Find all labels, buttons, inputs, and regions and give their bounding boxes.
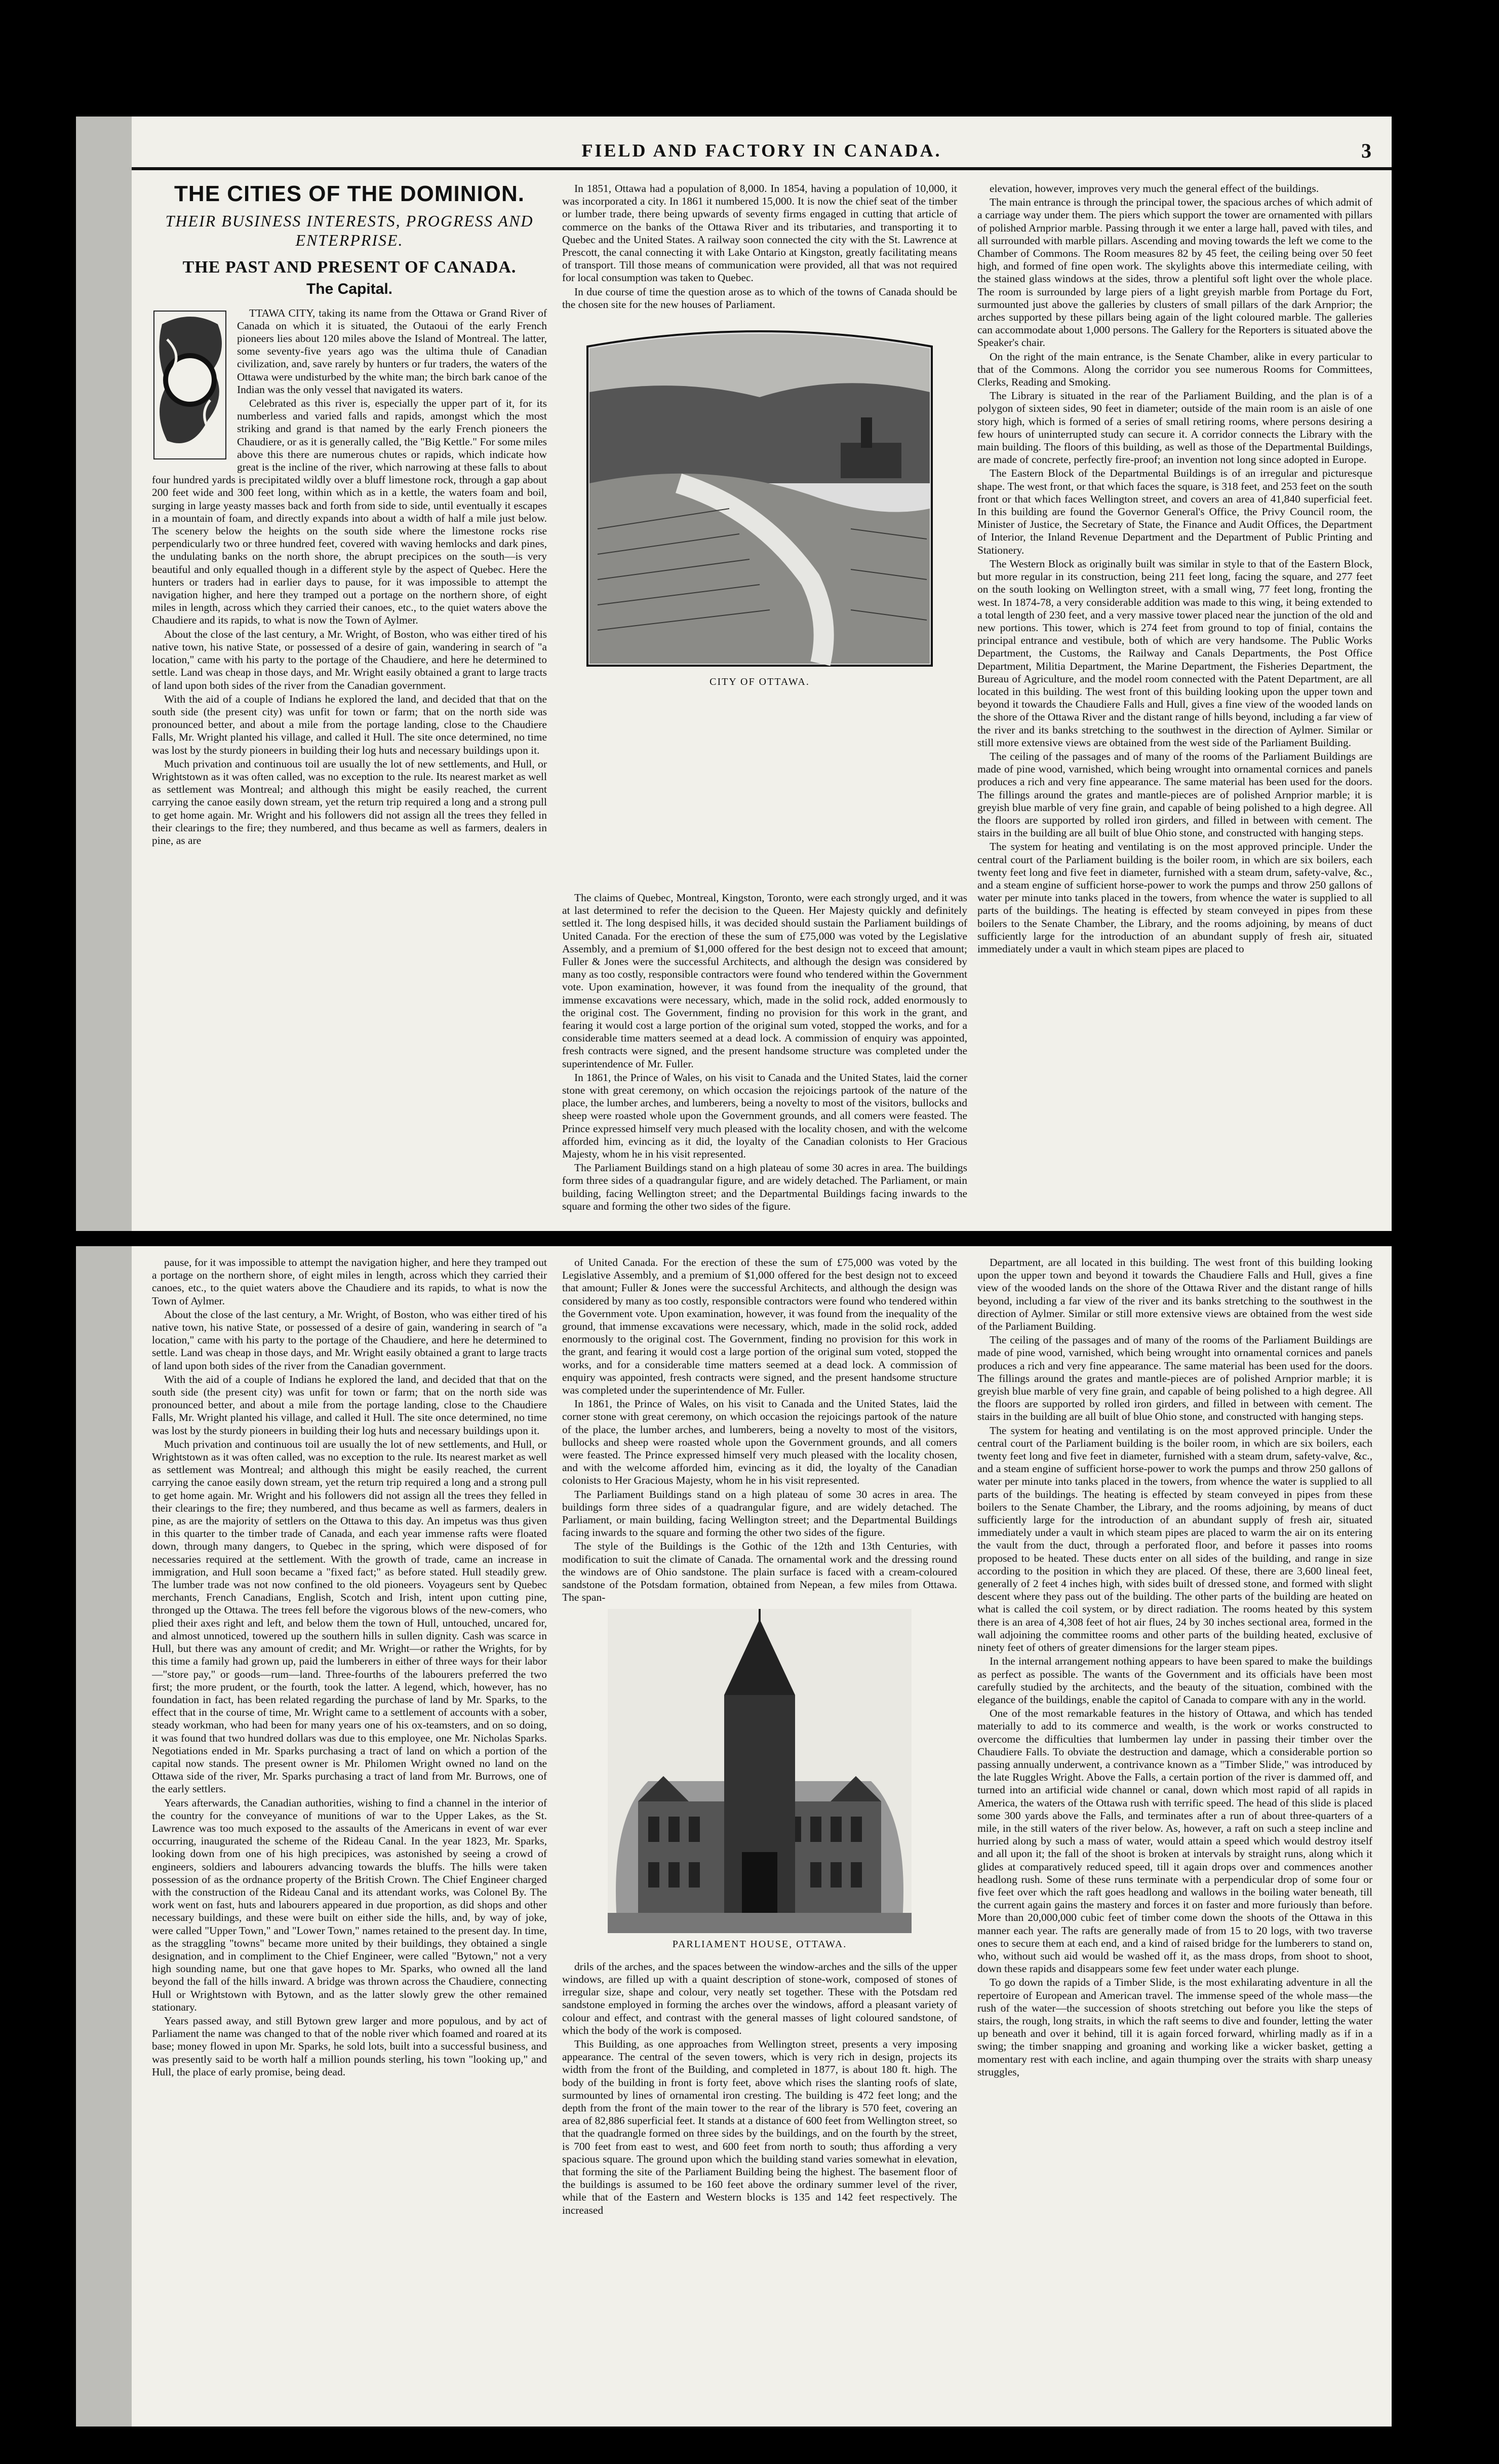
city-engraving bbox=[577, 316, 942, 671]
ornamental-drop-cap bbox=[152, 309, 228, 461]
paragraph: Much privation and continuous toil are usually the lot of new settlements, and Hull, or Wrightstown as it was often called, was no exception to the rule. Its nearest market as well as settlement was Montreal; and although this might be easily reached, the current carrying the canoe easily down stream, yet the return trip required a long and a strong pull to get home again. Mr. Wright and his followers did not assign all the trees they felled in their clearings to the fire; they numbered, and thus became as well as farmers, dealers in pine, as are bbox=[152, 757, 547, 846]
paragraph: In due course of time the question arose as to which of the towns of Canada should be the chosen site for the new houses of Parliament. bbox=[562, 285, 957, 311]
parliament-engraving bbox=[608, 1609, 912, 1933]
paragraph: The system for heating and ventilating is on the most approved principle. Under the central court of the Parliament building is the boiler room, in which are six boilers, each twenty feet long and five feet in diameter, furnished with a steam drum, safety-valve, &c., and a steam engine of sufficient horse-power to work the pumps and throw 250 gallons of water per minute into tanks placed in the towers, from whence the water is supplied to all parts of the buildings. The heating is effected by steam conveyed in pipes from these boilers to the Senate Chamber, the Library, and the rooms adjoining, by means of duct sufficiently large for the introduction of an abundant supply of fresh air, situated immediately under a vault in which steam pipes are placed to warm the air on its entering the vault from the duct, through a perforated floor, and before it passes into rooms proposed to be heated. These ducts enter on all sides of the building, and range in size according to the position in which they are placed. Of these, there are 3,600 lineal feet, generally of 2 feet 4 inches high, with sides built of dressed stone, and formed with slight descent where they pass out of the building. The other parts of the building are heated on what is called the coil system, or by direct radiation. The rooms heated by this system there is an area of 4,308 feet of hot air flues, 24 by 30 inches sectional area, formed in the wall adjoining the committee rooms and other parts of the building heated, exclusive of ninety feet of others of greater dimensions for the larger steam pipes. bbox=[977, 1424, 1372, 1654]
paragraph: The main entrance is through the principal tower, the spacious arches of which admit of a carriage way under them. The piers which support the tower are ornamented with pillars of polished Arnprior marble. Passing through it we enter a large hall, paved with tiles, and all surrounded with marble pillars. Ascending and moving towards the left we come to the Chamber of Commons. The Room measures 82 by 45 feet, the ceiling being over 50 feet high, and formed of fine open work. The skylights above this intermediate ceiling, with the stained glass windows at the sides, throw a plentiful soft light over the whole place. The room is surrounded by large piers of a light greyish marble from Portage du Fort, surmounted just above the galleries by clusters of small pillars of the dark Arnprior; the arches supported by these pillars being again of the light coloured marble. The galleries can accommodate about 1,000 persons. The Gallery for the Reporters is situated above the Speaker's chair. bbox=[977, 196, 1372, 349]
article-title: THE CITIES OF THE DOMINION. bbox=[174, 182, 525, 206]
paragraph: The system for heating and ventilating is on the most approved principle. Under the central court of the Parliament building is the boiler room, in which are six boilers, each twenty feet long and five feet in diameter, furnished with a steam drum, safety-valve, &c., and a steam engine of sufficient horse-power to work the pumps and throw 250 gallons of water per minute into tanks placed in the towers, from whence the water is supplied to all parts of the buildings. The heating is effected by steam conveyed in pipes from these boilers to the Senate Chamber, the Library, and the rooms adjoining, by means of duct sufficiently large for the introduction of an abundant supply of fresh air, situated immediately under a vault in which steam pipes are placed to bbox=[977, 840, 1372, 955]
paragraph: Years passed away, and still Bytown grew larger and more populous, and by act of Parliament the name was changed to that of the noble river which foamed and roared at its base; money flowed in upon Mr. Sparks, he sold lots, built into a successful business, and was presently said to be worth half a million pounds sterling, his town "looking up," and Hull, the place of early promise, being dead. bbox=[152, 2014, 547, 2078]
column-2-top-lower bbox=[562, 892, 967, 1221]
paragraph: The Western Block as originally built was similar in style to that of the Eastern Block, but more regular in its construction, being 211 feet long, facing the square, and 277 feet on the south looking on Wellington street, with a small wing, 77 feet long, fronting the west. In 1874-78, a very considerable addition was made to this wing, it being extended to a total length of 230 feet, and a very massive tower placed near the junction of the old and new portions. This tower, which is 274 feet from ground to top of finial, contains the principal entrance and vestibule, both of which are very handsome. The Public Works Department, the Customs, the Railway and Canals Departments, the Post Office Department, Militia Department, the Marine Department, the Fisheries Department, the Bureau of Agriculture, and the model room connected with the Patent Department, are all located in this building. The west front of this building looking upon the upper town and beyond it towards the Chaudiere Falls and Hull, gives a fine view of the wooded lands on the shore of the Ottawa River and the distant range of hills beyond, including a far view of the river and its banks stretching to the southwest in the direction of Aylmer. Similar or still more extensive views are obtained from the west side of the Parliament Building. bbox=[977, 557, 1372, 749]
binding-gutter-top bbox=[76, 117, 132, 1231]
column-1-bottom bbox=[152, 1256, 547, 2416]
figure-caption: CITY OF OTTAWA. bbox=[709, 676, 810, 688]
paragraph: In 1861, the Prince of Wales, on his visit to Canada and the United States, laid the corner stone with great ceremony, on which occasion the rejoicings partook of the nature of the place, the lumber arches, and lumberers, being a novelty to most of the visitors, bullocks and sheep were roasted whole upon the Government grounds, and all comers were feasted. The Prince expressed himself very much pleased with the locality chosen, and with the welcome afforded him, evincing as it did, the loyalty of the Canadian colonists to Her Gracious Majesty, whom he in his visit represented. bbox=[562, 1071, 967, 1161]
paragraph: On the right of the main entrance, is the Senate Chamber, alike in every particular to that of the Commons. Along the corridor you see numerous Rooms for Committees, Clerks, Reading and Smoking. bbox=[977, 350, 1372, 389]
running-header bbox=[132, 137, 1392, 170]
paragraph: The Parliament Buildings stand on a high plateau of some 30 acres in area. The buildings form three sides of a quadrangular figure, and are widely detached. The Parliament, or main building, facing Wellington street; and the Departmental Buildings facing inwards to the square and forming the other two sides of the figure. bbox=[562, 1488, 957, 1539]
paragraph: Celebrated as this river is, especially the upper part of it, for its numberless and varied falls and rapids, amongst which the most striking and grand is that named by the early French pioneers the Chaudiere, or as it is generally called, the "Big Kettle." For some miles above this there are numerous chutes or rapids, which indicate how great is the incline of the river, which narrowing at these falls to about four hundred yards is precipitated wildly over a bluff limestone rock, through a gap about 200 feet wide and 300 feet long, within which as in a kettle, the waters foam and boil, surging in large yeasty masses back and forth from side to side, until eventually it escapes in a mountain of foam, and directly expands into about a width of half a mile just below. The scenery below the heights on the south side where the limestone rocks rise perpendicularly two or three hundred feet, covered with waving hemlocks and dark pines, the undulating banks on the north shore, the abrupt precipices on the south—is very beautiful and only equalled though in a different style by the aspect of Quebec. Here the hunters or traders had in earlier days to pause, for it was impossible to attempt the navigation higher, and here they tramped out a portage on the northern shore, of eight miles in length, across which they carried their canoes, etc., to the quiet waters above the Chaudiere and its rapids, to what is now the Town of Aylmer. bbox=[152, 397, 547, 627]
subsection-heading: The Capital. bbox=[306, 281, 393, 298]
paragraph: The Library is situated in the rear of the Parliament Building, and the plan is of a polygon of sixteen sides, 90 feet in diameter; outside of the main room is an aisle of one story high, which is formed of a series of small retiring rooms, where persons desiring a few hours of uninterrupted study can secure it. A corridor connects the Library with the main building. The floors of this building, as well as those of the Departmental Buildings, are made of concrete, perfectly fire-proof; an invention not long since adopted in Europe. bbox=[977, 390, 1372, 466]
paragraph: The ceiling of the passages and of many of the rooms of the Parliament Buildings are made of pine wood, varnished, which being wrought into ornamental cornices and panels produces a rich and very fine appearance. The same material has been used for the doors. The fillings around the grates and mantle-pieces are of polished Arnprior marble; it is greyish blue marble of very fine grain, and capable of being polished to a high degree. All the floors are supported by rolled iron girders, and filled in between with cement. The stairs in the building are all built of blue Ohio stone, and constructed with hanging steps. bbox=[977, 750, 1372, 839]
binding-gutter-bottom bbox=[76, 1246, 132, 2427]
paragraph: The claims of Quebec, Montreal, Kingston, Toronto, were each strongly urged, and it was at last determined to refer the decision to the Queen. Her Majesty quickly and definitely settled it. The long despised hills, it was decided should sustain the Parliament buildings of United Canada. For the erection of these the sum of £75,000 was voted by the Legislative Assembly, and a premium of $1,000 offered for the best design not to exceed that amount; Fuller & Jones were the successful Architects, and although the design was considered by many as too costly, responsible contractors were found who tendered within the Government vote. Upon examination, however, it was found from the inequality of the ground, that immense excavations were necessary, which, made in the solid rock, added enormously to the original cost. The Government, finding no provision for this work in the grant, and fearing it would cost a large portion of the original sum voted, stopped the works, and for a considerable time matters seemed at a dead lock. A commission of enquiry was appointed, fresh contracts were signed, and the present handsome structure was completed under the superintendence of Mr. Fuller. bbox=[562, 892, 967, 1070]
paragraph: With the aid of a couple of Indians he explored the land, and decided that that on the south side (the present city) was unfit for town or farm; that on the north side was pronounced better, and about a mile from the portage landing, close to the Chaudiere Falls, Mr. Wright planted his village, and called it Hull. The site once determined, no time was lost by the sturdy pioneers in building their log huts and necessary buildings upon it. bbox=[152, 692, 547, 756]
figure-parliament-house bbox=[562, 1609, 957, 1951]
figure-caption: PARLIAMENT HOUSE, OTTAWA. bbox=[672, 1939, 847, 1950]
page-number: 3 bbox=[1361, 139, 1371, 162]
paragraph: This Building, as one approaches from Wellington street, presents a very imposing appearance. The central of the seven towers, which is very rich in design, projects its width from the front of the Building, and completed in 1877, is about 180 ft. high. The body of the building in front is forty feet, above which rises the slanting roofs of slate, surmounted by lines of ornamental iron cresting. The building is 472 feet long; and the depth from the front of the main tower to the rear of the library is 570 feet, covering an area of 82,886 superficial feet. It stands at a distance of 600 feet from Wellington street, so that the quadrangle formed on three sides by the buildings, and on the fourth by the street, is 700 feet from east to west, and 600 feet from north to south; thus affording a very spacious square. The ground upon which the building stand varies somewhat in elevation, that forming the site of the Parliament Building being the highest. The basement floor of the buildings is assumed to be 160 feet above the ordinary summer level of the river, while that of the Eastern and Western blocks is 135 and 142 feet respectively. The increased bbox=[562, 2037, 957, 2216]
paragraph: Years afterwards, the Canadian authorities, wishing to find a channel in the interior of the country for the conveyance of munitions of war to the Upper Lakes, as the St. Lawrence was too much exposed to the assaults of the Americans in event of war ever occurring, inaugurated the scheme of the Rideau Canal. In the year 1823, Mr. Sparks, looking down from one of his high precipices, was astonished by seeing a crowd of engineers, soldiers and labourers advancing towards the bluffs. The hills were taken possession of as the ordnance property of the British Crown. The Chief Engineer charged with the construction of the Rideau Canal and its attendant works, was Colonel By. The work went on fast, huts and labourers appeared in due proportion, as did shops and other necessary buildings, and these were built on either side the hills, and, by way of joke, were called "Upper Town," and "Lower Town," names retained to the present day. In time, as the straggling "towns" became more united by their buildings, they obtained a single designation, and in compliment to the Chief Engineer, were called "Bytown," not a very high sounding name, but one that gave hopes to Mr. Sparks, who owned all the land beyond the fall of the hills inward. A bridge was thrown across the Chaudiere, connecting Hull or Wrightstown with Bytown, and as the latter slowly grew the other remained stationary. bbox=[152, 1796, 547, 2013]
paragraph: In the internal arrangement nothing appears to have been spared to make the buildings as perfect as possible. The wants of the Government and its officials have been most carefully studied by the architects, and the beauty of the situation, combined with the elegance of the buildings, enable the capitol of Canada to compare with any in the world. bbox=[977, 1655, 1372, 1706]
article-subtitle: THEIR BUSINESS INTERESTS, PROGRESS AND ENTERPRISE. bbox=[165, 212, 534, 250]
paragraph: drils of the arches, and the spaces between the window-arches and the sills of the upper windows, are filled up with a quaint description of stone-work, composed of stones of irregular size, shape and colour, very neatly set together. These with the Potsdam red sandstone employed in forming the arches over the windows, afford a pleasant variety of colour and effect, and contrast with the general masses of light coloured sandstone, of which the body of the work is composed. bbox=[562, 1960, 957, 2036]
paragraph: In 1861, the Prince of Wales, on his visit to Canada and the United States, laid the corner stone with great ceremony, on which occasion the rejoicings partook of the nature of the place, the lumber arches, and lumberers, being a novelty to most of the visitors, bullocks and sheep were roasted whole upon the Government grounds, and all comers were feasted. The Prince expressed himself very much pleased with the locality chosen, and with the welcome afforded him, evincing as it did, the loyalty of the Canadian colonists to Her Gracious Majesty, whom he in his visit represented. bbox=[562, 1398, 957, 1487]
paragraph: of United Canada. For the erection of these the sum of £75,000 was voted by the Legislative Assembly, and a premium of $1,000 offered for the best design not to exceed that amount; Fuller & Jones were the successful Architects, and although the design was considered by many as too costly, responsible contractors were found who tendered within the Government vote. Upon examination, however, it was found from the inequality of the ground, that immense excavations were necessary, which, made in the solid rock, added enormously to the original cost. The Government, finding no provision for this work in the grant, and fearing it would cost a large portion of the original sum voted, stopped the works, and for a considerable time matters seemed at a dead lock. A commission of enquiry was appointed, fresh contracts were signed, and the present handsome structure was completed under the superintendence of Mr. Fuller. bbox=[562, 1256, 957, 1397]
column-1-top bbox=[152, 182, 547, 1221]
paragraph: The style of the Buildings is the Gothic of the 12th and 13th Centuries, with modification to suit the climate of Canada. The ornamental work and the dressing round the windows are of Ohio sandstone. The plain surface is faced with a cream-coloured sandstone of the Potsdam formation, obtained from Nepean, a few miles from Ottawa. The span- bbox=[562, 1540, 957, 1604]
paragraph: Much privation and continuous toil are usually the lot of new settlements, and Hull, or Wrightstown as it was often called, was no exception to the rule. Its nearest market as well as settlement was Montreal; and although this might be easily reached, the current carrying the canoe easily down stream, yet the return trip required a long and a strong pull to get home again. Mr. Wright and his followers did not assign all the trees they felled in their clearings to the fire; they numbered, and thus became as well as farmers, dealers in pine, as are the majority of settlers on the Ottawa to this day. An impetus was thus given in this quarter to the timber trade of Canada, and each year immense rafts were floated down, through many dangers, to Quebec in the spring, which were disposed of for necessaries required at the settlement. With the growth of trade, came an increase in immigration, and Hull soon became a "fixed fact;" as before stated. Hull steadily grew. The lumber trade was not now confined to the old pioneers. Voyageurs sent by Quebec merchants, French Canadians, English, Scotch and Irish, intent upon cutting pine, thronged up the Ottawa. The trees fell before the vigorous blows of the new-comers, who plied their axes right and left, and below them the town of Hull, untouched, uncared for, and almost unnoticed, towered up the southern hills in sullen dignity. Cash was scarce in Hull, but there was any amount of credit; and Mr. Wright—or rather the Wrights, for by this time a family had grown up, paid the lumberers in either of three ways for their labor—"store pay," or goods—rum—land. Three-fourths of the labourers preferred the two first; the more prudent, or the fourth, took the latter. A legend, which, however, has no foundation in fact, has been related regarding the purchase of land by Mr. Sparks, to the effect that in the course of time, Mr. Wright came to a settlement of accounts with a sober, steady workman, who had been for many years one of his ox-teamsters, and on so doing, it was found that two hundred dollars was due to this employee, one Mr. Nicholas Sparks. Negotiations ended in Mr. Sparks purchasing a tract of land on which a portion of the capital now stands. The present owner is Mr. Philomen Wright owned no land on the Ottawa side of the river, Mr. Sparks purchasing a tract of land from Mr. Burrows, one of the early settlers. bbox=[152, 1438, 547, 1795]
paragraph: The Parliament Buildings stand on a high plateau of some 30 acres in area. The buildings form three sides of a quadrangular figure, and are widely detached. The Parliament, or main building, facing Wellington street; and the Departmental Buildings facing inwards to the square and forming the other two sides of the figure. bbox=[562, 1162, 967, 1212]
paragraph: About the close of the last century, a Mr. Wright, of Boston, who was either tired of his native town, his native State, or possessed of a desire of gain, wandering in search of "a location," came with his party to the portage of the Chaudiere, and here he determined to settle. Land was cheap in those days, and Mr. Wright easily obtained a grant to large tracts of land upon both sides of the river from the Canadian government. bbox=[152, 628, 547, 691]
paragraph: TTAWA CITY, taking its name from the Ottawa or Grand River of Canada on which it is situated, the Outaoui of the early French pioneers lies about 120 miles above the Island of Montreal. The latter, some seventy-five years ago was the ultima thule of Canadian civilization, and, save rarely by hunters or fur traders, the waters of the Ottawa were undisturbed by the white man; the birch bark canoe of the Indian was the only vessel that navigated its waters. bbox=[237, 306, 547, 396]
paragraph: One of the most remarkable features in the history of Ottawa, and which has tended materially to add to its commerce and wealth, is the work or works constructed to overcome the difficulties that lumbermen lay under in passing their timber over the Chaudiere Falls. To obviate the destruction and damage, which a considerable portion so passing annually underwent, a contrivance known as a "Timber Slide," was introduced by the late Ruggles Wright. Above the Falls, a certain portion of the river is dammed off, and turned into an artificial wide channel or canal, down which most rapid of all rapids in America, the waters of the Ottawa rush with terrific speed. The head of this slide is placed some 300 yards above the Falls, and terminates after a run of about three-quarters of a mile, in the still waters of the river below. As, however, a raft on such a steep incline and hurried along by such a mass of water, would attain a speed which would destroy itself and all upon it; the fall of the shoot is broken at intervals by straight runs, along which it glides at comparatively reduced speed, till it again drops over and commences another headlong rush. Some of these runs terminate with a perpendicular drop of some four or five feet over which the raft goes headlong and wallows in the boiling water beneath, till the current again gains the mastery and forces it on faster and more furiously than before. More than 20,000,000 cubic feet of timber come down the shoots of the Ottawa in this manner each year. The rafts are generally made of from 15 to 20 logs, with two traverse ones to secure them at each end, and a kind of raised bridge for the lumberers to stand on, who, without such aid would be washed off it, as the mass drops, from shoot to shoot, down these rapids and disappears some few feet under water each plunge. bbox=[977, 1707, 1372, 1975]
paragraph: elevation, however, improves very much the general effect of the buildings. bbox=[990, 182, 1319, 195]
paragraph: pause, for it was impossible to attempt the navigation higher, and here they tramped out a portage on the northern shore, of eight miles in length, across which they carried their canoes, etc., to the quiet waters above the Chaudiere and its rapids, to what is now the Town of Aylmer. bbox=[152, 1256, 547, 1307]
paragraph: With the aid of a couple of Indians he explored the land, and decided that that on the south side (the present city) was unfit for town or farm; that on the north side was pronounced better, and about a mile from the portage landing, close to the Chaudiere Falls, Mr. Wright planted his village, and called it Hull. The site once determined, no time was lost by the sturdy pioneers in building their log huts and necessary buildings upon it. bbox=[152, 1373, 547, 1437]
column-2-bottom bbox=[562, 1256, 957, 2416]
paragraph: About the close of the last century, a Mr. Wright, of Boston, who was either tired of his native town, his native State, or possessed of a desire of gain, wandering in search of "a location," came with his party to the portage of the Chaudiere, and here he determined to settle. Land was cheap in those days, and Mr. Wright easily obtained a grant to large tracts of land upon both sides of the river from the Canadian government. bbox=[152, 1308, 547, 1372]
paragraph: The Eastern Block of the Departmental Buildings is of an irregular and picturesque shape. The west front, or that which faces the square, is 318 feet, and 253 feet on the south front or that which faces Wellington street, and covers an area of 41,840 superficial feet. In this building are found the Governor General's Office, the Privy Council room, the Minister of Justice, the Secretary of State, the Finance and Audit Offices, the Department of Interior, the Inland Revenue Department and the Department of Public Printing and Stationery. bbox=[977, 467, 1372, 556]
page-sheet-top bbox=[132, 117, 1392, 1231]
running-title: FIELD AND FACTORY IN CANADA. bbox=[581, 140, 942, 161]
column-3-bottom bbox=[977, 1256, 1372, 2416]
paragraph: In 1851, Ottawa had a population of 8,000. In 1854, having a population of 10,000, it was incorporated a city. In 1861 it numbered 15,000. It is now the chief seat of the timber or lumber trade, there being upwards of seventy firms engaged in cutting that article of commerce on the banks of the Ottawa River and its tributaries, and transporting it to Quebec and the United States. A railway soon connected the city with the St. Lawrence at Prescott, the canal connecting it with Lake Ontario at Kingston, greatly facilitating means of transport. Till those means of communication were provided, all that was not required for local consumption was taken to Quebec. bbox=[562, 182, 957, 284]
figure-city-of-ottawa bbox=[562, 316, 957, 688]
paragraph: To go down the rapids of a Timber Slide, is the most exhilarating adventure in all the repertoire of European and American travel. The immense speed of the whole mass—the rush of the water—the succession of shoots stretching out before you like the steps of stairs, the rough, long straits, in which the raft seems to dive and founder, letting the water up beneath and over it behind, till it is again forced forward, whirling madly as if in a swing; the timber snapping and groaning and working like a wicker basket, getting a momentary rest with each incline, and again thumping over the straits with sharp uneasy struggles, bbox=[977, 1976, 1372, 2078]
page-sheet-bottom bbox=[132, 1246, 1392, 2427]
paragraph: The ceiling of the passages and of many of the rooms of the Parliament Buildings are made of pine wood, varnished, which being wrought into ornamental cornices and panels produces a rich and very fine appearance. The same material has been used for the doors. The fillings around the grates and mantle-pieces are of polished Arnprior marble; it is greyish blue marble of very fine grain, and capable of being polished to a high degree. All the floors are supported by rolled iron girders, and filled in between with cement. The stairs in the building are all built of blue Ohio stone, and constructed with hanging steps. bbox=[977, 1334, 1372, 1423]
paragraph: Department, are all located in this building. The west front of this building looking upon the upper town and beyond it towards the Chaudiere Falls and Hull, gives a fine view of the wooded lands on the shore of the Ottawa River and the distant range of hills beyond, including a far view of the river and its banks stretching to the southwest in the direction of Aylmer. Similar or still more extensive views are obtained from the west side of the Parliament Building. bbox=[977, 1256, 1372, 1333]
section-heading: THE PAST AND PRESENT OF CANADA. bbox=[182, 258, 517, 277]
column-3-top bbox=[977, 182, 1372, 1221]
